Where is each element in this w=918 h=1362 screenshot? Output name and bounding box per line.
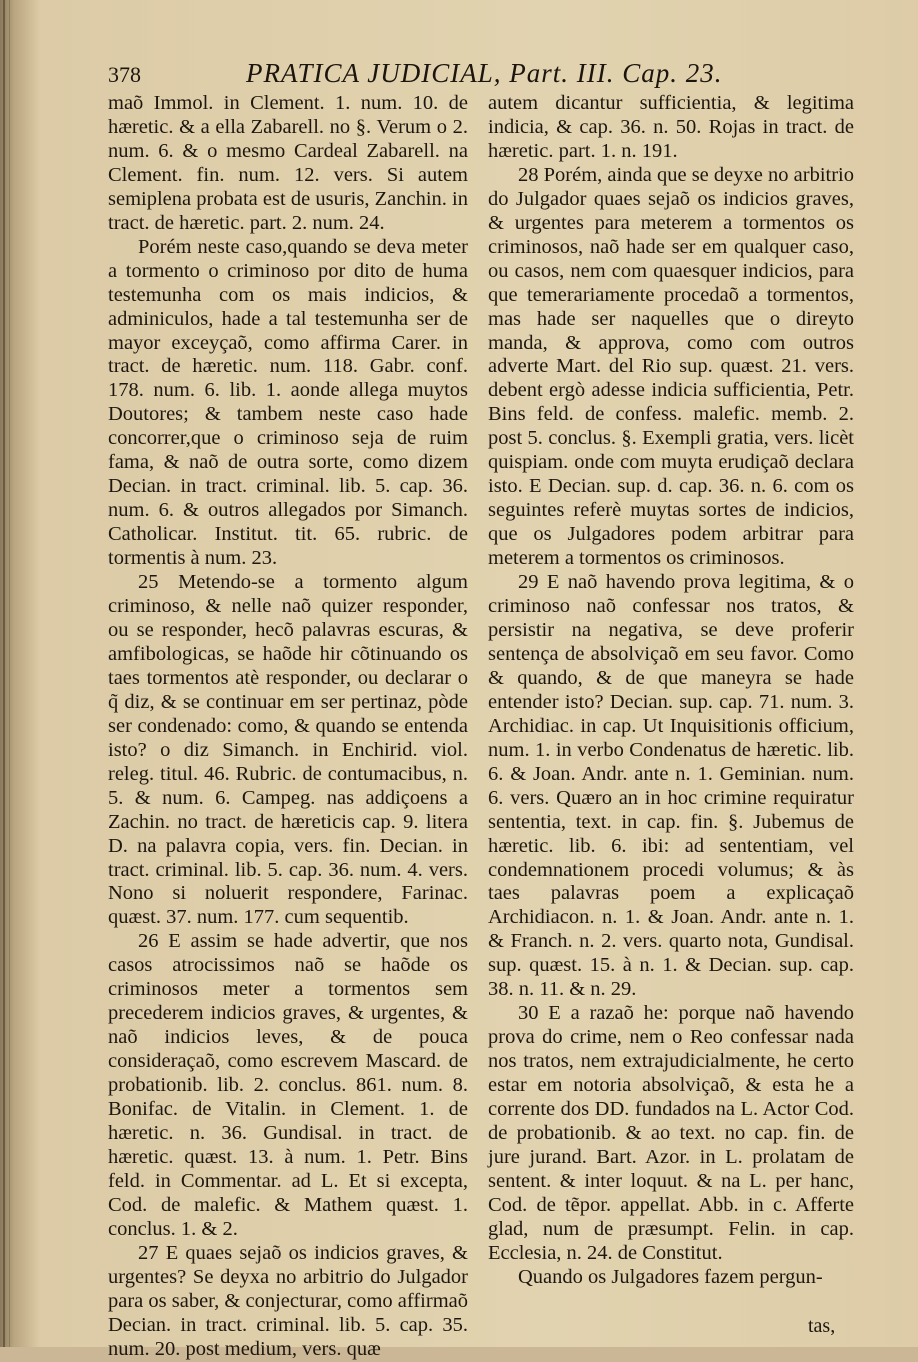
running-title: PRATICA JUDICIAL, Part. III. Cap. 23. [246,58,723,88]
paragraph: 27 E quaes sejaõ os indicios graves, & urgentes? Se deyxa no arbitrio do Julgador para os saber, & conjecturar, como affirmaõ Decian. in tract. criminal. lib. 5. cap. 35. num. 20. post medium, vers. quæ [108,1241,468,1360]
paragraph: 29 E naõ havendo prova legitima, & o criminoso naõ confessar nos tratos, & persistir na negativa, se deve proferir sentença de absolviçaõ em seu favor. Como & quando, & de que maneyra se hade entender isto? Decian. sup. cap. 71. num. 3. Archidiac. in cap. Ut Inquisitionis officium, num. 1. in verbo Condenatus de hæretic. lib. 6. & Joan. Andr. ante n. 1. Geminian. num. 6. vers. Quæro an in hoc crimine requiratur sententia, text. in cap. fin. §. Jubemus de hæretic. lib. 6. ibi: ad sententiam, vel condemnationem procedi volumus; & às taes palavras poem a explicaçaõ Archidiacon. n. 1. & Joan. Andr. ante n. 1. & Franch. n. 2. vers. quarto nota, Gundisal. sup. quæst. 15. à n. 1. & Decian. sup. cap. 38. n. 11. & n. 29. [488,571,854,1001]
paragraph: maõ Immol. in Clement. 1. num. 10. de hæretic. & a ella Zabarell. no §. Verum o 2. num. 6. & o mesmo Cardeal Zabarell. na Clement. fin. num. 12. vers. Si autem semiplena probata est de usuris, Zanchin. in tract. de hæretic. part. 2. num. 24. [108,92,468,234]
paragraph: Porém neste caso,quando se deva meter a tormento o criminoso por dito de huma testemunha com os mais indicios, & adminiculos, hade a tal testemunha ser de mayor exceyçaõ, como affirma Carer. in tract. de hæretic. num. 118. Gabr. conf. 178. num. 6. lib. 1. aonde allega muytos Doutores; & tambem neste caso hade concorrer,que o criminoso seja de ruim fama, & naõ de outra sorte, como dizem Decian. in tract. criminal. lib. 5. cap. 36. num. 6. & outros allegados por Simanch. Catholicar. Institut. tit. 65. rubric. de tormentis à num. 23. [108,235,468,570]
paragraph: Quando os Julgadores fazem pergun- [518,1265,823,1288]
left-column [108,92,468,1362]
paragraph: 30 E a razaõ he: porque naõ havendo prova do crime, nem o Reo confessar nada nos tratos, nem extrajudicialmente, he certo estar em notoria absolviçaõ, & esta he a corrente dos DD. fundados na L. Actor Cod. de probationib. & ao text. no cap. fin. de jure jurand. Bart. Azor. in L. prolatam de sentent. & inter loquut. & na L. per hanc, Cod. de tẽpor. appellat. Abb. in c. Afferte glad, num de præsumpt. Felin. in cap. Ecclesia, n. 24. de Constitut. [488,1002,854,1264]
page-number: 378 [108,62,141,87]
paragraph: autem dicantur sufficientia, & legitima indicia, & cap. 36. n. 50. Rojas in tract. de hæretic. part. 1. n. 191. [488,92,854,162]
paragraph: 25 Metendo-se a tormento algum criminoso, & nelle naõ quizer responder, ou se responder, hecõ palavras escuras, & amfibologicas, se haõde hir cõtinuando os taes tormentos atè responder, ou declarar o q̃ diz, & se continuar em ser pertinaz, pòde ser condenado: como, & quando se entenda isto? o diz Simanch. in Enchirid. viol. releg. titul. 46. Rubric. de contumacibus, n. 5. & num. 6. Campeg. nas addiçoens a Zachin. no tract. de hæreticis cap. 9. litera D. na palavra copia, vers. fin. Decian. in tract. criminal. lib. 5. cap. 36. num. 4. vers. Nono si noluerit respondere, Farinac. quæst. 37. num. 177. cum sequentib. [108,571,468,929]
catchword: tas, [808,1315,836,1337]
running-header [108,58,868,92]
gutter-edge [3,0,5,1347]
paragraph: 28 Porém, ainda que se deyxe no arbitrio do Julgador quaes sejaõ os indicios graves, & urgentes para meterem a tormentos os criminosos, naõ hade ser em qualquer caso, ou casos, nem com quaesquer indicios, para que temerariamente procedaõ a tormentos, mas hade ser naquelles que o direyto manda, & approva, como com outros adverte Mart. del Rio sup. quæst. 21. vers. debent ergò adesse indicia sufficientia, Petr. Bins feld. de confess. malefic. memb. 2. post 5. conclus. §. Exempli gratia, vers. licèt quispiam. onde com muyta erudiçaõ declara isto. E Decian. sup. d. cap. 36. n. 6. com os seguintes referè muytas sortes de indicios, que os Julgadores podem arbitrar para meterem a tormentos os criminosos. [488,163,854,570]
gutter-edge-inner [9,0,10,1347]
right-column [488,92,854,1290]
paragraph: 26 E assim se hade advertir, que nos casos atrocissimos naõ se haõde os criminosos meter a tormentos sem precederem indicios graves, & urgentes, & naõ indicios leves, & de pouca consideraçaõ, como escrevem Mascard. de probationib. lib. 2. conclus. 861. num. 8. Bonifac. de Vitalin. in Clement. 1. de hæretic. n. 36. Gundisal. in tract. de hæretic. quæst. 13. à num. 1. Petr. Bins feld. in Commentar. ad L. Et si excepta, Cod. de malefic. & Mathem quæst. 1. conclus. 1. & 2. [108,930,468,1240]
